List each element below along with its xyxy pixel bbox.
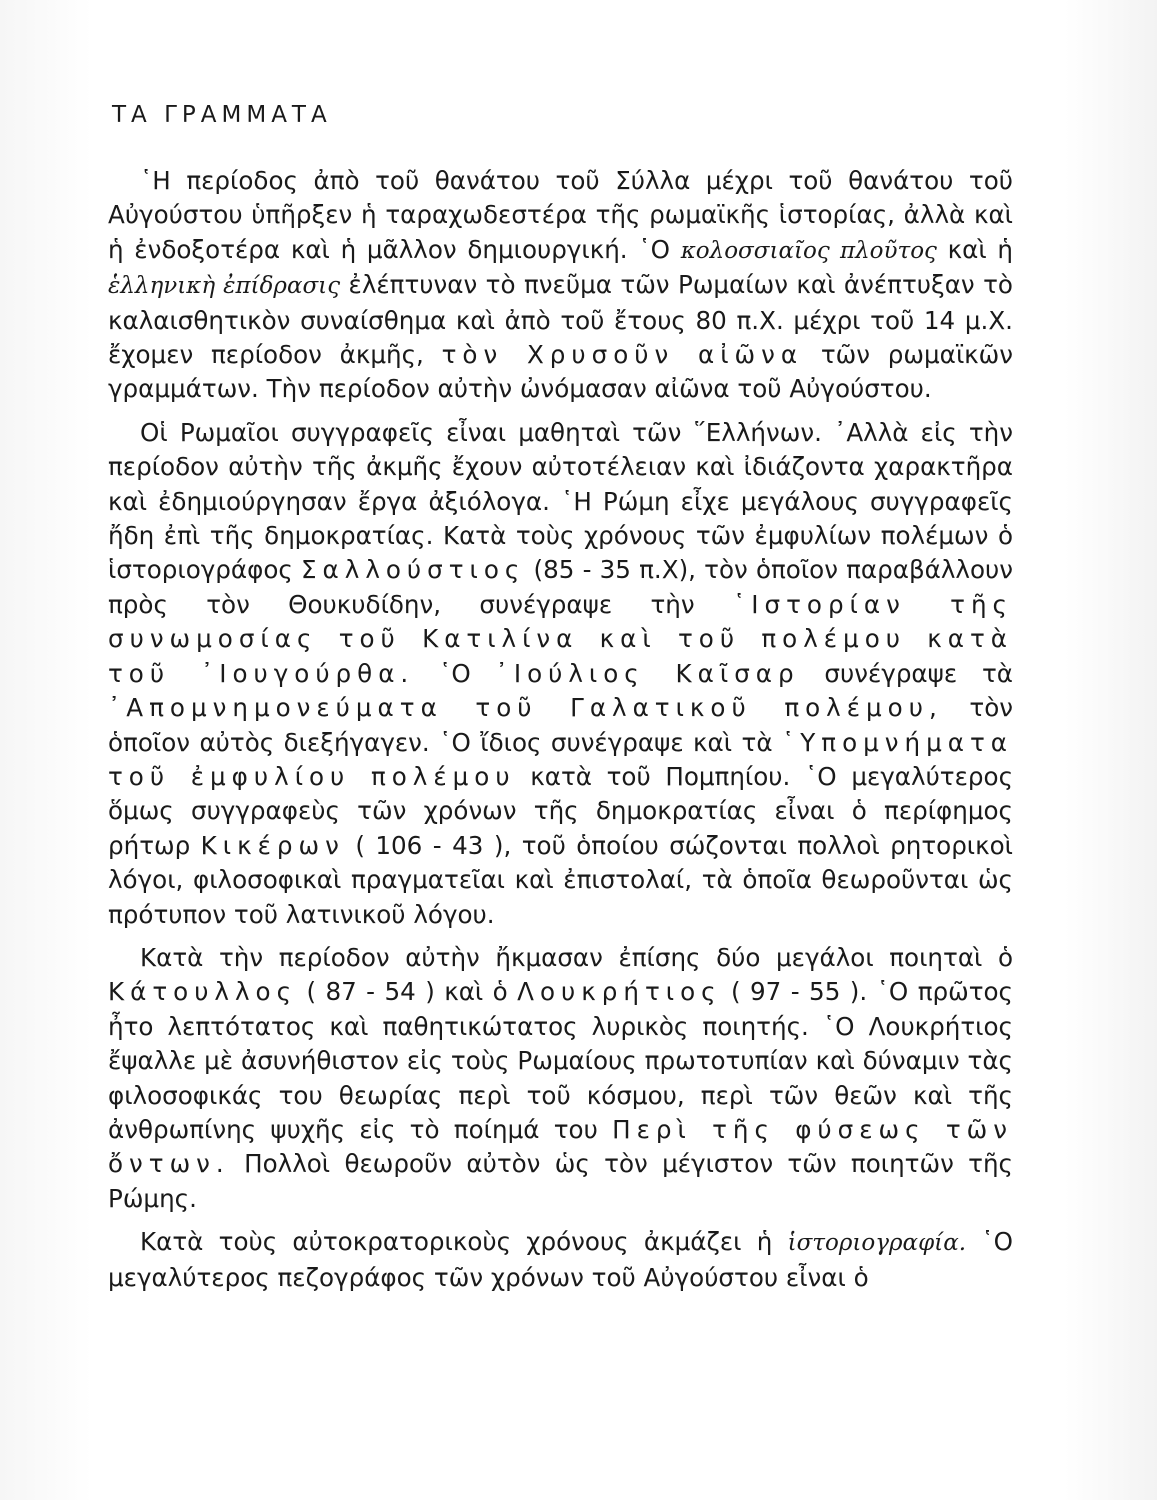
italic-phrase: κολοσσιαῖος πλοῦτος [680, 237, 937, 264]
italic-phrase: ἑλληνικὴ ἐπίδρασις [108, 273, 341, 300]
text-run: καὶ ἡ [936, 234, 1013, 264]
text-run: συνέγραψε τὰ [799, 658, 1013, 688]
spaced-phrase: Σαλλούστιος [301, 555, 526, 585]
text-run: ῾Ο [414, 658, 496, 688]
italic-phrase: ἱστοριογραφία. [787, 1230, 967, 1257]
paragraph-1 [108, 164, 1013, 407]
text-run: ῾Η περίοδος ἀπὸ τοῦ θανάτου τοῦ Σύλλα μέχρι τοῦ θανάτου τοῦ Αὐγούστου ὑπῆρξεν ἡ ταραχωδεστέρα τῆς ρωμαϊκῆς ἱστορίας, ἀλλὰ καὶ ἡ ἐνδοξοτέρα καὶ ἡ μᾶλλον δημιουργική. ῾Ο [108, 166, 1013, 264]
text-run: ἐλέπτυναν τὸ πνεῦμα τῶν Ρωμαίων καὶ ἀνέπτυξαν τὸ καλαισθητικὸν συναίσθημα καὶ ἀπὸ τοῦ ἔτους 80 π.Χ. μέχρι τοῦ 14 μ.Χ. ἔχομεν περίοδον ἀκμῆς, [108, 270, 1013, 370]
spaced-phrase: ᾿Απομνημονεύματα τοῦ Γαλατικοῦ πολέμου, [108, 693, 943, 723]
paragraph-4 [108, 1225, 1013, 1295]
paragraph-2 [108, 416, 1013, 932]
text-run: Κατὰ τοὺς αὐτοκρατορικοὺς χρόνους ἀκμάζει ἡ [140, 1227, 788, 1257]
paragraph-3 [108, 941, 1013, 1216]
text-run: Πολλοὶ θεωροῦν αὐτὸν ὡς τὸν μέγιστον τῶν ποιητῶν τῆς Ρώμης. [108, 1149, 1013, 1213]
spaced-phrase: ῾Υπομνήματα τοῦ ἐμφυλίου πολέμου [108, 727, 1013, 791]
spaced-phrase: Λουκρήτιος [517, 977, 722, 1007]
text-run: τῶν ρωμαϊκῶν γραμμάτων. Τὴν περίοδον αὐτὴν ὠνόμασαν αἰῶνα τοῦ Αὐγούστου. [108, 340, 1013, 404]
text-run: (85 - 35 π.Χ), τὸν ὁποῖον παραβάλλουν πρὸς τὸν Θουκυδίδην, συνέγραψε τὴν [108, 555, 1013, 619]
body-text [108, 164, 1013, 1304]
text-run: ( 106 - 43 ), τοῦ ὁποίου σώζονται πολλοὶ ρητορικοὶ λόγοι, φιλοσοφικαὶ πραγματεῖαι καὶ ἐπιστολαί, τὰ ὁποῖα θεωροῦνται ὡς πρότυπον τοῦ λατινικοῦ λόγου. [108, 830, 1013, 929]
spaced-phrase: ῾Ιστορίαν τῆς συνωμοσίας τοῦ Κατιλίνα καὶ τοῦ πολέμου κατὰ τοῦ ᾿Ιουγούρθα. [108, 589, 1013, 688]
text-run: ῾Ο μεγαλύτερος πεζογράφος τῶν χρόνων τοῦ Αὐγούστου εἶναι ὁ [108, 1227, 1013, 1292]
text-run: κατὰ τοῦ Πομπηίου. ῾Ο μεγαλύτερος ὅμως συγγραφεὺς τῶν χρόνων τῆς δημοκρατίας εἶναι ὁ περίφημος ρήτωρ [108, 761, 1013, 860]
spaced-phrase: ᾿Ιούλιος Καῖσαρ [495, 658, 800, 688]
spaced-phrase: Περὶ τῆς φύσεως τῶν ὄντων. [108, 1114, 1013, 1179]
chapter-heading: ΤΑ ΓΡΑΜΜΑΤΑ [112, 102, 332, 128]
text-run: ( 97 - 55 ). ῾Ο πρῶτος ἦτο λεπτότατος καὶ παθητικώτατος λυρικὸς ποιητής. ῾Ο Λουκρήτιος ἔψαλλε μὲ ἀσυνήθιστον εἰς τοὺς Ρωμαίους πρωτοτυπίαν καὶ δύναμιν τὰς φιλοσοφικάς του θεωρίας περὶ τοῦ κόσμου, περὶ τῶν θεῶν καὶ τῆς ἀνθρωπίνης ψυχῆς εἰς τὸ ποίημά του [108, 977, 1013, 1144]
spaced-phrase: τὸν Χρυσοῦν αἰῶνα [441, 340, 804, 370]
text-run: ( 87 - 54 ) καὶ ὁ [297, 977, 518, 1007]
text-run: Κατὰ τὴν περίοδον αὐτὴν ἤκμασαν ἐπίσης δύο μεγάλοι ποιηταὶ ὁ [140, 942, 1013, 972]
spaced-phrase: Κικέρων [200, 830, 345, 860]
text-run: τὸν ὁποῖον αὐτὸς διεξήγαγεν. ῾Ο ἴδιος συνέγραψε καὶ τὰ [108, 693, 1013, 757]
text-run: Οἱ Ρωμαῖοι συγγραφεῖς εἶναι μαθηταὶ τῶν ῞Ελλήνων. ᾿Αλλὰ εἰς τὴν περίοδον αὐτὴν τῆς ἀκμῆς ἔχουν αὐτοτέλειαν καὶ ἰδιάζοντα χαρακτῆρα καὶ ἐδημιούργησαν ἔργα ἀξιόλογα. ῾Η Ρώμη εἶχε μεγάλους συγγραφεῖς ἤδη ἐπὶ τῆς δημοκρατίας. Κατὰ τοὺς χρόνους τῶν ἐμφυλίων πολέμων ὁ ἱστοριογράφος [108, 417, 1013, 585]
spaced-phrase: Κάτουλλος [108, 977, 298, 1007]
